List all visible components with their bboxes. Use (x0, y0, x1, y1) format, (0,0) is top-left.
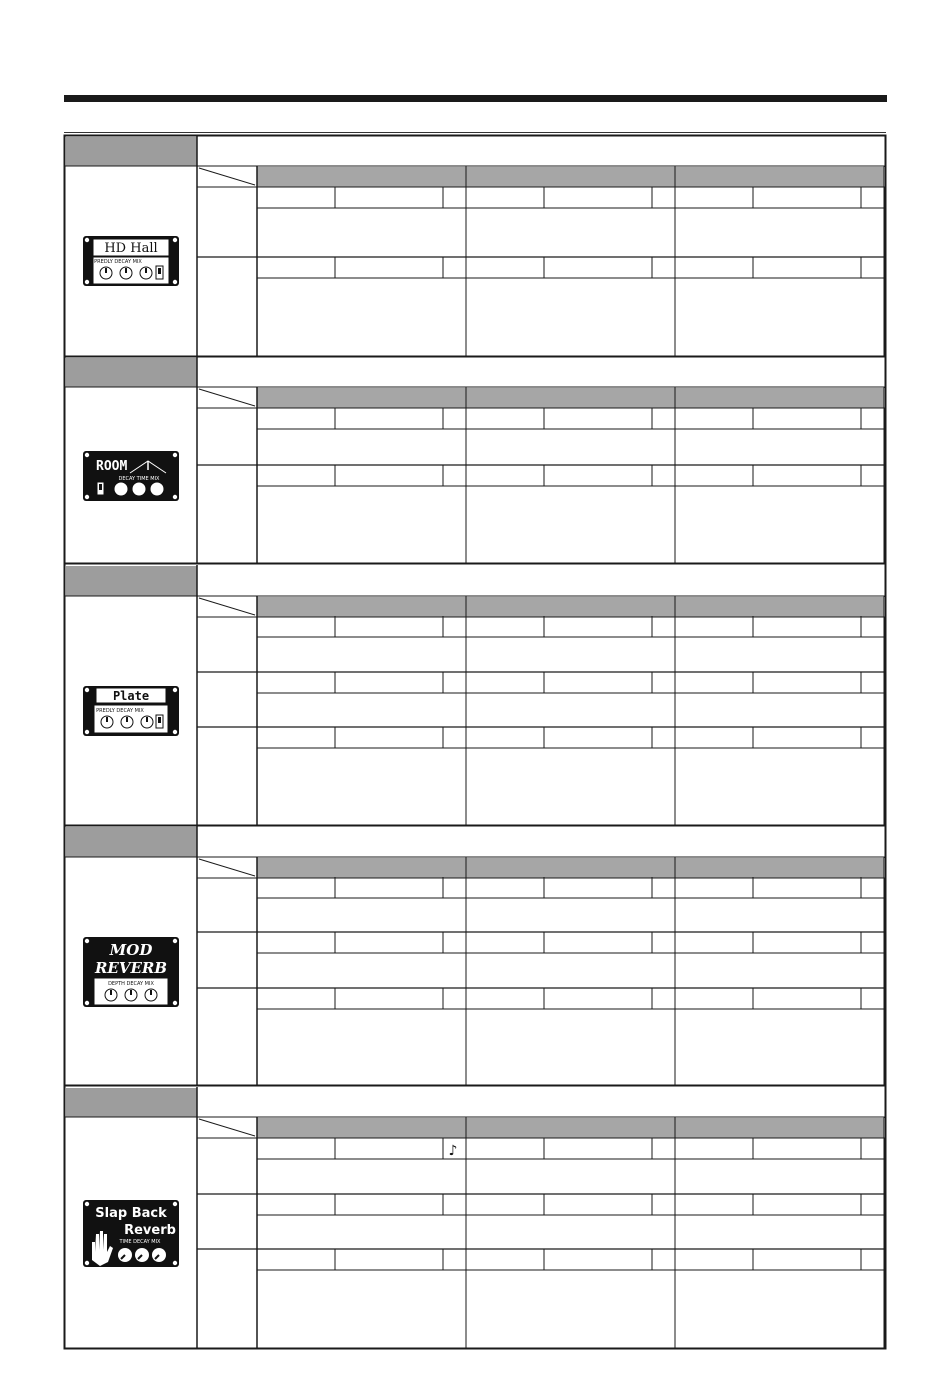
pedal-screw (85, 453, 89, 457)
knob-labels: DEPTH DECAY MIX (108, 981, 154, 987)
pedal-screw (85, 730, 89, 734)
knob-labels: DECAY TIME MIX (118, 476, 160, 482)
pedal-label-line2: REVERB (94, 959, 168, 977)
pedal-screw (173, 1202, 177, 1206)
pedal-screw (85, 1261, 89, 1265)
knob-labels: PREDLY DECAY MIX (94, 259, 142, 265)
pedal-label: HD Hall (104, 241, 158, 256)
effect-name-cell (66, 827, 197, 857)
note-icon: ♪ (448, 1143, 458, 1159)
pedal-label-line2: Reverb (124, 1223, 176, 1238)
knob-icon (132, 482, 146, 496)
pedal-screw (85, 1001, 89, 1005)
effect-section-hd-hall (65, 136, 885, 357)
corner-diagonal (199, 389, 255, 406)
knob-labels: PREDLY DECAY MIX (96, 708, 144, 714)
pedal-screw (85, 280, 89, 284)
switch-lever (99, 484, 102, 490)
corner-diagonal (199, 859, 255, 876)
slap-back-reverb-pedal-icon (83, 1200, 179, 1267)
corner-diagonal (199, 598, 255, 615)
pedal-screw (173, 453, 177, 457)
effect-section-mod-reverb (65, 826, 885, 1086)
plate-pedal-icon (83, 686, 179, 736)
pedal-screw (173, 1001, 177, 1005)
pedal-screw (173, 730, 177, 734)
effect-section-slap-back-reverb (65, 1087, 885, 1349)
param-header-row (257, 858, 885, 878)
pedal-screw (173, 939, 177, 943)
switch-lever (158, 268, 161, 274)
pedal-label: Plate (112, 689, 150, 703)
pedal-screw (85, 238, 89, 242)
param-header-row (257, 1118, 885, 1138)
knob-icon (150, 482, 164, 496)
knob-labels: TIME DECAY MIX (119, 1239, 161, 1245)
pedal-screw (173, 238, 177, 242)
effect-name-cell (66, 137, 197, 166)
switch-lever (158, 717, 161, 723)
pedal-screw (173, 280, 177, 284)
pedal-screw (173, 688, 177, 692)
pedal-label: ROOM (96, 459, 128, 474)
pedal-label-line1: Slap Back (95, 1206, 167, 1221)
pedal-screw (85, 939, 89, 943)
effect-section-plate (65, 565, 885, 826)
hd-hall-pedal-icon (83, 236, 179, 286)
pedal-screw (85, 688, 89, 692)
pedal-label-line1: MOD (109, 941, 153, 959)
room-pedal-icon (83, 451, 179, 501)
param-header-row (257, 597, 885, 617)
pedal-screw (85, 1202, 89, 1206)
param-header-row (257, 388, 885, 408)
effect-name-cell (66, 1088, 197, 1117)
mod-reverb-pedal-icon (83, 937, 179, 1007)
pedal-screw (173, 495, 177, 499)
corner-diagonal (199, 168, 255, 185)
pedal-screw (85, 495, 89, 499)
knob-icon (114, 482, 128, 496)
table-frame (65, 136, 886, 1349)
effect-name-cell (66, 566, 197, 596)
effect-name-cell (66, 358, 197, 387)
effect-section-room (65, 357, 885, 564)
pedal-screw (173, 1261, 177, 1265)
corner-diagonal (199, 1119, 255, 1136)
param-header-row (257, 167, 885, 187)
